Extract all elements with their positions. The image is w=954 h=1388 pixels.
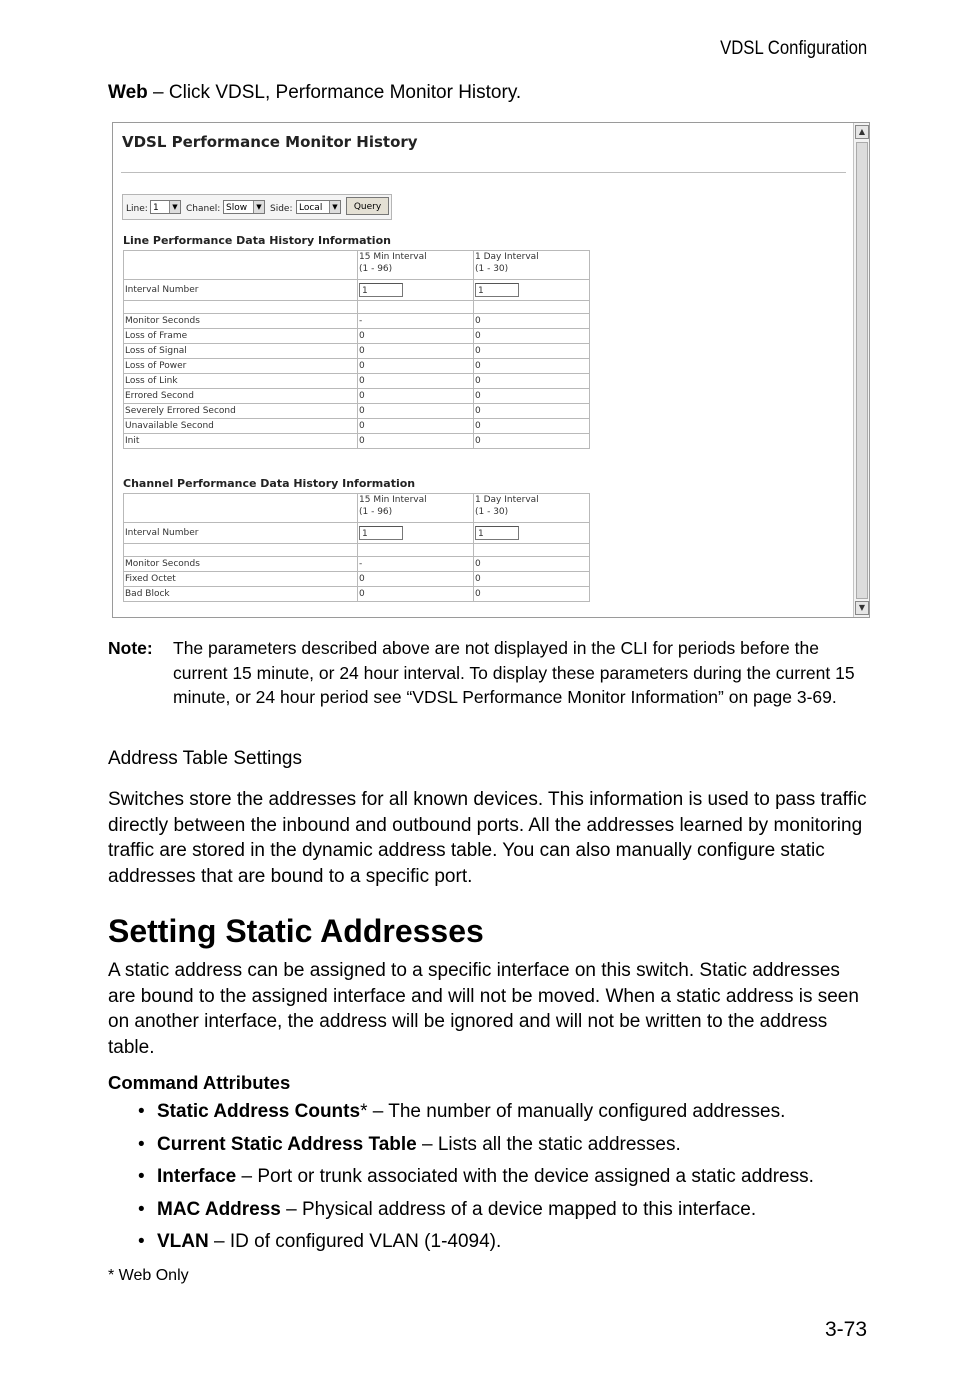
scroll-thumb[interactable] <box>856 142 868 599</box>
interval-number-row <box>124 280 590 301</box>
col-1day-header: 1 Day Interval (1 - 30) <box>474 494 590 523</box>
command-attributes-heading: Command Attributes <box>108 1072 291 1093</box>
interval-1day-input[interactable]: 1 <box>475 526 519 540</box>
vertical-scrollbar[interactable] <box>853 123 869 617</box>
chevron-down-icon: ▼ <box>169 201 180 213</box>
interval-number-label: Interval Number <box>124 280 358 301</box>
table-row: Loss of Frame 0 0 <box>124 329 590 344</box>
list-item: • Interface – Port or trunk associated with the device assigned a static address. <box>138 1166 814 1187</box>
footnote: * Web Only <box>108 1267 189 1284</box>
col-15min-header: 15 Min Interval (1 - 96) <box>358 494 474 523</box>
attribute-list <box>138 1101 898 1264</box>
scroll-up-icon[interactable]: ▲ <box>855 125 869 139</box>
channel-performance-table <box>123 493 590 602</box>
note-block <box>108 636 868 710</box>
running-header: VDSL Configuration <box>719 38 867 59</box>
scroll-down-icon[interactable]: ▼ <box>855 601 869 615</box>
line-section-title: Line Performance Data History Information <box>123 234 391 247</box>
spacer-row <box>124 544 590 557</box>
interval-number-label: Interval Number <box>124 523 358 544</box>
list-item: • Static Address Counts* – The number of manually configured addresses. <box>138 1101 786 1122</box>
table-row: Monitor Seconds - 0 <box>124 314 590 329</box>
address-table-heading: Address Table Settings <box>108 748 302 769</box>
col-1day-header: 1 Day Interval (1 - 30) <box>474 251 590 280</box>
address-table-paragraph: Switches store the addresses for all known devices. This information is used to pass traffic directly between the inbound and outbound ports. All the addresses learned by monitoring traffic are stored in the dynamic address table. You can also manually configure static addresses that are bound to a specific port. <box>108 789 867 887</box>
table-row: Severely Errored Second 0 0 <box>124 404 590 419</box>
note-text: The parameters described above are not displayed in the CLI for periods before the current 15 minute, or 24 hour interval. To display these parameters during the current 15 minute, or 24 hour period see “VDSL Performance Monitor Information” on page 3-69. <box>173 638 855 707</box>
table-row: Bad Block 0 0 <box>124 587 590 602</box>
section-heading: Setting Static Addresses <box>108 913 484 949</box>
table-header-row <box>124 494 590 523</box>
line-performance-table <box>123 250 590 449</box>
channel-section-title: Channel Performance Data History Information <box>123 477 416 490</box>
list-item: • Current Static Address Table – Lists all the static addresses. <box>138 1133 681 1155</box>
table-row: Fixed Octet 0 0 <box>124 572 590 587</box>
chevron-down-icon: ▼ <box>253 201 264 213</box>
col-15min-header: 15 Min Interval (1 - 96) <box>358 251 474 280</box>
query-button[interactable]: Query <box>346 197 389 215</box>
line-select[interactable]: 1 ▼ <box>150 200 181 214</box>
interval-1day-input[interactable]: 1 <box>475 283 519 297</box>
intro-text: – Click VDSL, Performance Monitor History. <box>147 82 522 103</box>
table-row: Loss of Link 0 0 <box>124 374 590 389</box>
table-row: Init 0 0 <box>124 434 590 449</box>
interval-15min-input[interactable]: 1 <box>359 283 403 297</box>
note-label: Note: <box>108 638 153 658</box>
list-item: • MAC Address – Physical address of a device mapped to this interface. <box>138 1198 757 1220</box>
side-label: Side: <box>270 204 293 214</box>
static-address-paragraph: A static address can be assigned to a specific interface on this switch. Static addresses are bound to the assigned interface and will not be moved. When a static address is seen on another interface, the address will be ignored and will not be written to the address table. <box>108 960 859 1058</box>
interval-15min-input[interactable]: 1 <box>359 526 403 540</box>
title-divider <box>121 172 846 173</box>
table-row: Errored Second 0 0 <box>124 389 590 404</box>
side-select[interactable]: Local ▼ <box>296 200 341 214</box>
table-row: Unavailable Second 0 0 <box>124 419 590 434</box>
intro-bold: Web <box>108 82 148 103</box>
chanel-label: Chanel: <box>186 204 221 214</box>
page-number: 3-73 <box>824 1318 867 1341</box>
table-row: Loss of Signal 0 0 <box>124 344 590 359</box>
chanel-select[interactable]: Slow ▼ <box>223 200 265 214</box>
list-item: • VLAN – ID of configured VLAN (1-4094). <box>138 1231 502 1252</box>
table-row: Monitor Seconds - 0 <box>124 557 590 572</box>
table-row: Loss of Power 0 0 <box>124 359 590 374</box>
intro-line <box>108 82 521 104</box>
vdsl-history-screenshot <box>112 122 870 618</box>
chevron-down-icon: ▼ <box>329 201 340 213</box>
screenshot-title: VDSL Performance Monitor History <box>122 133 418 151</box>
spacer-row <box>124 301 590 314</box>
table-header-row <box>124 251 590 280</box>
interval-number-row <box>124 523 590 544</box>
line-label: Line: <box>126 204 148 214</box>
query-controls <box>122 194 392 220</box>
